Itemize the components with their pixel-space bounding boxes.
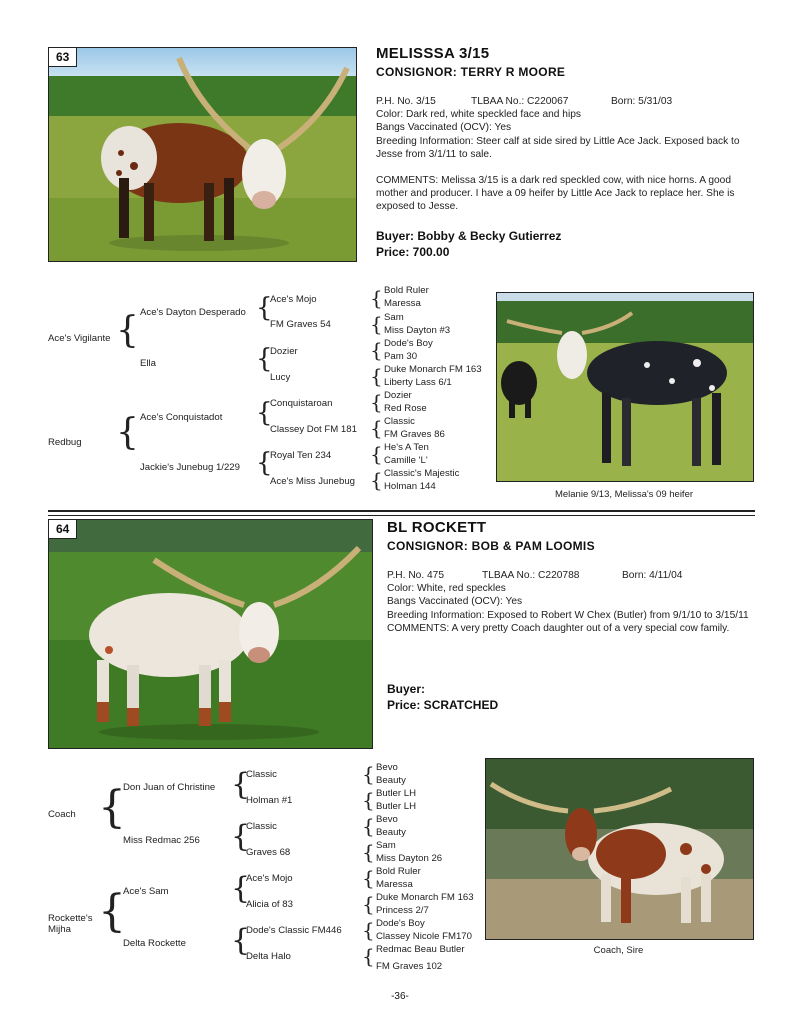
pedigree-g3: Dode's Classic FM446 [246, 925, 342, 936]
pedigree-g4: Bold Ruler [376, 866, 421, 877]
pedigree-g2: Miss Redmac 256 [123, 835, 200, 846]
lot64-color: Color: White, red speckles [387, 583, 506, 595]
pedigree-dam: Rockette's Mijha [48, 913, 93, 935]
lot63-consignor: CONSIGNOR: TERRY R MOORE [376, 65, 566, 79]
lot-divider [48, 510, 755, 512]
lot-divider-thin [48, 515, 755, 516]
lot64-sire-photo [485, 758, 754, 940]
pedigree-g4: Princess 2/7 [376, 905, 429, 916]
pedigree-sire: Ace's Vigilante [48, 333, 111, 344]
pedigree-g4: Dode's Boy [376, 918, 425, 929]
pedigree-g4: He's A Ten [384, 442, 429, 453]
pedigree-g3: Graves 68 [246, 847, 291, 858]
brace-icon: { [256, 344, 273, 374]
pedigree-g4: Dode's Boy [384, 338, 433, 349]
pedigree-g4: Beauty [376, 775, 406, 786]
brace-icon: { [362, 918, 375, 942]
pedigree-g4: Bold Ruler [384, 285, 429, 296]
brace-icon: { [362, 866, 375, 890]
pedigree-g4: Butler LH [376, 788, 416, 799]
pedigree-g4: Dozier [384, 390, 412, 401]
pedigree-g2: Ace's Dayton Desperado [140, 307, 246, 318]
brace-icon: { [370, 338, 383, 362]
lot64-ph-no: P.H. No. 475 [387, 570, 445, 581]
pedigree-g3: Ace's Miss Junebug [270, 476, 356, 487]
lot64-tlbaa-no: TLBAA No.: C220788 [482, 570, 580, 581]
pedigree-sire: Coach [48, 809, 76, 820]
page-number: -36- [391, 991, 409, 1002]
brace-icon: { [98, 886, 126, 937]
brace-icon: { [362, 788, 375, 812]
pedigree-g2: Delta Rockette [123, 938, 186, 949]
pedigree-g4: Duke Monarch FM 163 [384, 364, 482, 375]
brace-icon: { [362, 814, 375, 838]
lot63-buyer: Buyer: Bobby & Becky Gutierrez [376, 229, 562, 243]
lot64-comments: COMMENTS: A very pretty Coach daughter out of a very special cow family. [387, 622, 730, 634]
brace-icon: { [98, 782, 126, 833]
pedigree-g4: Red Rose [384, 403, 427, 414]
brace-icon: { [370, 390, 383, 414]
brace-icon: { [362, 762, 375, 786]
pedigree-g4: Duke Monarch FM 163 [376, 892, 474, 903]
pedigree-g2: Ace's Conquistadot [140, 412, 223, 423]
pedigree-g3: Lucy [270, 372, 291, 383]
lot64-cow-photo [48, 519, 373, 749]
lot63-number-badge: 63 [48, 47, 77, 67]
pedigree-g4: Bevo [376, 762, 398, 773]
lot64-born: Born: 4/11/04 [622, 570, 683, 581]
pedigree-g4: Redmac Beau Butler [376, 944, 465, 955]
lot63-tlbaa-no: TLBAA No.: C220067 [471, 96, 569, 107]
brace-icon: { [231, 923, 251, 958]
lot64-sale [387, 681, 498, 713]
lot63-id-row [376, 95, 751, 108]
pedigree-g3: Holman #1 [246, 795, 293, 806]
lot63-comments: COMMENTS: Melissa 3/15 is a dark red speckled cow, with nice horns. A good mother and producer. I have a 09 heifer by Little Ace Jack to replace her. She is exposed to Jesse. [376, 175, 735, 213]
pedigree-g4: FM Graves 86 [384, 429, 445, 440]
pedigree-g3: Classey Dot FM 181 [270, 424, 357, 435]
pedigree-g4: Classic's Majestic [384, 468, 460, 479]
pedigree-g3: Royal Ten 234 [270, 450, 332, 461]
brace-icon: { [256, 448, 273, 478]
brace-icon: { [231, 819, 251, 854]
pedigree-g4: FM Graves 102 [376, 961, 443, 972]
brace-icon: { [370, 286, 383, 310]
pedigree-g2: Ace's Sam [123, 886, 169, 897]
lot63-photo-caption: Melanie 9/13, Melissa's 09 heifer [554, 489, 694, 500]
lot64-consignor: CONSIGNOR: BOB & PAM LOOMIS [387, 539, 595, 553]
lot63-info [376, 95, 751, 214]
lot63-color: Color: Dark red, white speckled face and hips [376, 109, 581, 121]
brace-icon: { [231, 767, 251, 802]
pedigree-g4: Maressa [384, 298, 421, 309]
brace-icon: { [116, 412, 139, 453]
lot64-price: Price: SCRATCHED [387, 698, 499, 712]
pedigree-g4: Sam [384, 312, 404, 323]
pedigree-g3: FM Graves 54 [270, 319, 331, 330]
pedigree-g4: Beauty [376, 827, 406, 838]
pedigree-g3: Classic [246, 769, 277, 780]
pedigree-g4: Bevo [376, 814, 398, 825]
brace-icon: { [362, 840, 375, 864]
pedigree-g4: Classic [384, 416, 415, 427]
pedigree-g3: Ace's Mojo [246, 873, 293, 884]
pedigree-g4: Holman 144 [384, 481, 436, 492]
lot64-name: BL ROCKETT [387, 519, 487, 536]
brace-icon: { [116, 310, 139, 351]
lot63-heifer-photo [496, 292, 754, 482]
pedigree-g2: Don Juan of Christine [123, 782, 216, 793]
pedigree-g4: Butler LH [376, 801, 416, 812]
lot64-number-badge: 64 [48, 519, 77, 539]
pedigree-g3: Alicia of 83 [246, 899, 293, 910]
lot64-photo-caption: Coach, Sire [593, 945, 644, 956]
pedigree-dam: Redbug [48, 437, 82, 448]
pedigree-g4: Liberty Lass 6/1 [384, 377, 452, 388]
brace-icon: { [256, 293, 273, 323]
pedigree-g4: Sam [376, 840, 396, 851]
brace-icon: { [370, 442, 383, 466]
lot64-buyer: Buyer: [387, 682, 426, 696]
lot63-cow-photo [48, 47, 357, 262]
lot64-info [387, 569, 755, 635]
pedigree-g3: Ace's Mojo [270, 294, 317, 305]
brace-icon: { [370, 364, 383, 388]
brace-icon: { [362, 892, 375, 916]
lot64-breeding: Breeding Information: Exposed to Robert W Chex (Butler) from 9/1/10 to 3/15/11 [387, 609, 749, 621]
pedigree-g2: Ella [140, 358, 156, 369]
pedigree-g4: Miss Dayton #3 [384, 325, 451, 336]
pedigree-g4: Pam 30 [384, 351, 418, 362]
pedigree-g4: Miss Dayton 26 [376, 853, 443, 864]
pedigree-g2: Jackie's Junebug 1/229 [140, 462, 240, 473]
lot63-bangs: Bangs Vaccinated (OCV): Yes [376, 122, 512, 134]
pedigree-g3: Classic [246, 821, 277, 832]
brace-icon: { [231, 871, 251, 906]
pedigree-g4: Classey Nicole FM170 [376, 931, 472, 942]
lot63-name: MELISSSA 3/15 [376, 45, 490, 62]
lot64-bangs: Bangs Vaccinated (OCV): Yes [387, 596, 523, 608]
lot64-id-row [387, 569, 755, 582]
brace-icon: { [370, 416, 383, 440]
lot63-price: Price: 700.00 [376, 245, 450, 259]
brace-icon: { [362, 944, 375, 968]
brace-icon: { [370, 468, 383, 492]
pedigree-g3: Delta Halo [246, 951, 291, 962]
lot63-ph-no: P.H. No. 3/15 [376, 96, 436, 107]
brace-icon: { [370, 312, 383, 336]
pedigree-g4: Camille 'L' [384, 455, 428, 466]
pedigree-g3: Conquistaroan [270, 398, 333, 409]
brace-icon: { [256, 398, 273, 428]
pedigree-g4: Maressa [376, 879, 413, 890]
lot63-born: Born: 5/31/03 [611, 96, 673, 107]
lot63-sale [376, 228, 561, 260]
lot63-breeding: Breeding Information: Steer calf at side sired by Little Ace Jack. Exposed back to Jesse from 3/1/11 to sale. [376, 135, 740, 160]
pedigree-g3: Dozier [270, 346, 298, 357]
